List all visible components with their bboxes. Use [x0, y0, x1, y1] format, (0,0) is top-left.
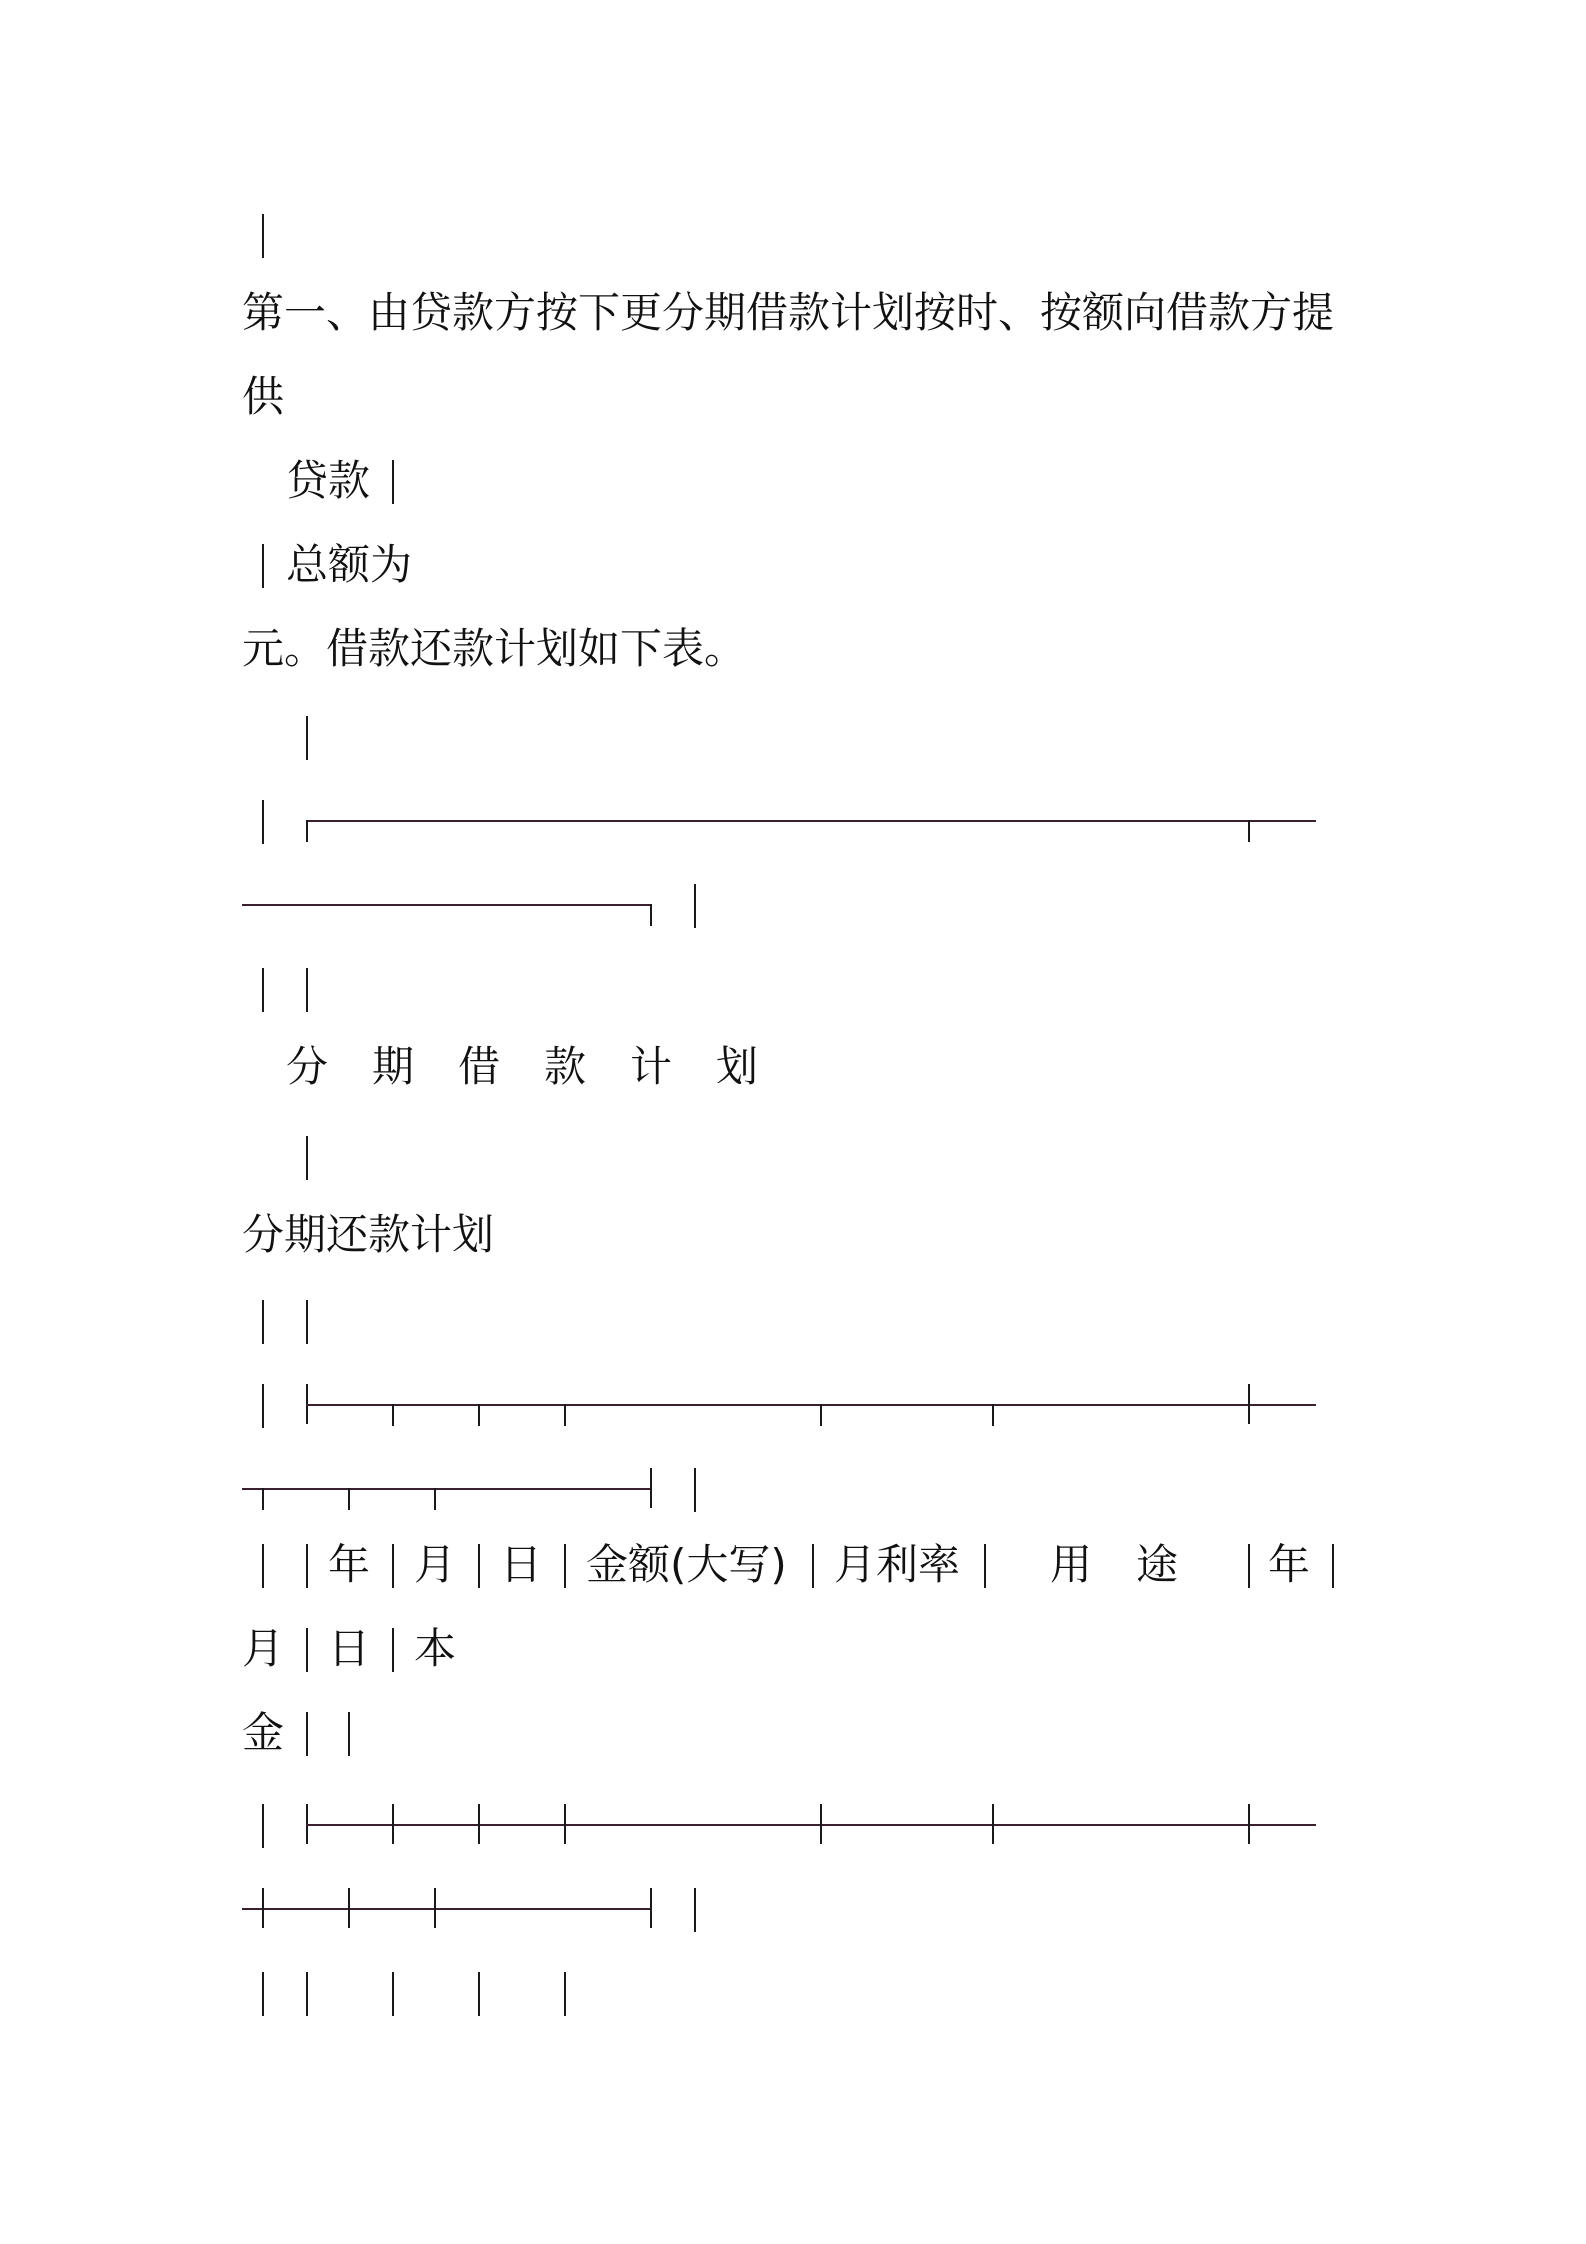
header-purpose: 用 — [1050, 1540, 1093, 1589]
table-stroke — [262, 1300, 264, 1344]
table-stroke — [392, 1544, 394, 1588]
table-joint — [820, 1804, 822, 1844]
clause-line-2: 供 — [242, 372, 285, 421]
table-corner — [650, 904, 652, 926]
table-joint — [262, 1888, 264, 1928]
table-joint — [564, 1404, 566, 1426]
table-border — [242, 1908, 652, 1910]
table-title-char: 期 — [372, 1042, 415, 1091]
table-joint — [650, 1888, 652, 1928]
table-stroke — [262, 544, 264, 588]
table-title-char: 分 — [286, 1042, 329, 1091]
table-joint — [564, 1804, 566, 1844]
table-joint — [820, 1404, 822, 1426]
loan-label: 贷款 — [286, 456, 371, 505]
table-title-char: 款 — [544, 1042, 587, 1091]
table-stroke — [262, 1972, 264, 2016]
table-title-char: 计 — [630, 1042, 673, 1091]
table-joint — [262, 1488, 264, 1510]
table-joint — [434, 1888, 436, 1928]
table-joint — [392, 1404, 394, 1426]
table-joint — [348, 1488, 350, 1510]
header-principal: 金 — [242, 1708, 285, 1757]
table-title-char: 借 — [458, 1042, 501, 1091]
table-stroke — [262, 800, 264, 844]
table-stroke — [694, 1468, 696, 1512]
table-stroke — [306, 968, 308, 1012]
clause-line-1: 第一、由贷款方按下更分期借款计划按时、按额向借款方提 — [242, 288, 1335, 337]
table-stroke — [694, 884, 696, 928]
table-joint — [1248, 820, 1250, 842]
table-stroke — [348, 1712, 350, 1756]
table-stroke — [1248, 1544, 1250, 1588]
table-stroke — [262, 214, 264, 258]
table-joint — [992, 1804, 994, 1844]
table-stroke — [812, 1544, 814, 1588]
table-stroke — [392, 460, 394, 504]
table-joint — [1248, 1804, 1250, 1844]
header-day-2: 日 — [328, 1624, 371, 1673]
table-joint — [992, 1404, 994, 1426]
table-border — [306, 1824, 1316, 1826]
table-stroke — [306, 1136, 308, 1180]
total-label: 总额为 — [286, 540, 413, 589]
table-stroke — [306, 1712, 308, 1756]
header-rate: 月利率 — [834, 1540, 961, 1589]
table-stroke — [478, 1544, 480, 1588]
header-month-2: 月 — [242, 1624, 285, 1673]
header-principal: 本 — [414, 1624, 457, 1673]
table-stroke — [262, 968, 264, 1012]
table-stroke — [984, 1544, 986, 1588]
table-stroke — [262, 1544, 264, 1588]
table-stroke — [306, 716, 308, 760]
table-joint — [478, 1404, 480, 1426]
table-border — [242, 1488, 652, 1490]
header-year-2: 年 — [1268, 1540, 1311, 1589]
table-stroke — [1332, 1544, 1334, 1588]
table-border — [306, 820, 1316, 822]
table-stroke — [262, 1384, 264, 1428]
table-border — [306, 1404, 1316, 1406]
header-month: 月 — [414, 1540, 457, 1589]
table-joint — [392, 1804, 394, 1844]
table-stroke — [306, 1628, 308, 1672]
table-corner — [306, 820, 308, 842]
table-stroke — [392, 1972, 394, 2016]
table-stroke — [564, 1972, 566, 2016]
table-stroke — [306, 1544, 308, 1588]
repay-title: 分期还款计划 — [242, 1210, 495, 1259]
header-amount: 金额(大写) — [586, 1540, 787, 1589]
table-joint — [348, 1888, 350, 1928]
table-stroke — [262, 1804, 264, 1848]
header-purpose: 途 — [1136, 1540, 1179, 1589]
table-joint — [1248, 1384, 1250, 1424]
table-joint — [434, 1488, 436, 1510]
table-stroke — [306, 1972, 308, 2016]
table-stroke — [306, 1300, 308, 1344]
table-stroke — [478, 1972, 480, 2016]
header-day: 日 — [500, 1540, 543, 1589]
table-border — [242, 904, 652, 906]
table-title-char: 划 — [716, 1042, 759, 1091]
table-stroke — [694, 1888, 696, 1932]
header-year: 年 — [328, 1540, 371, 1589]
table-joint — [650, 1468, 652, 1508]
sentence: 元。借款还款计划如下表。 — [242, 624, 747, 673]
table-stroke — [564, 1544, 566, 1588]
table-stroke — [392, 1628, 394, 1672]
table-joint — [478, 1804, 480, 1844]
